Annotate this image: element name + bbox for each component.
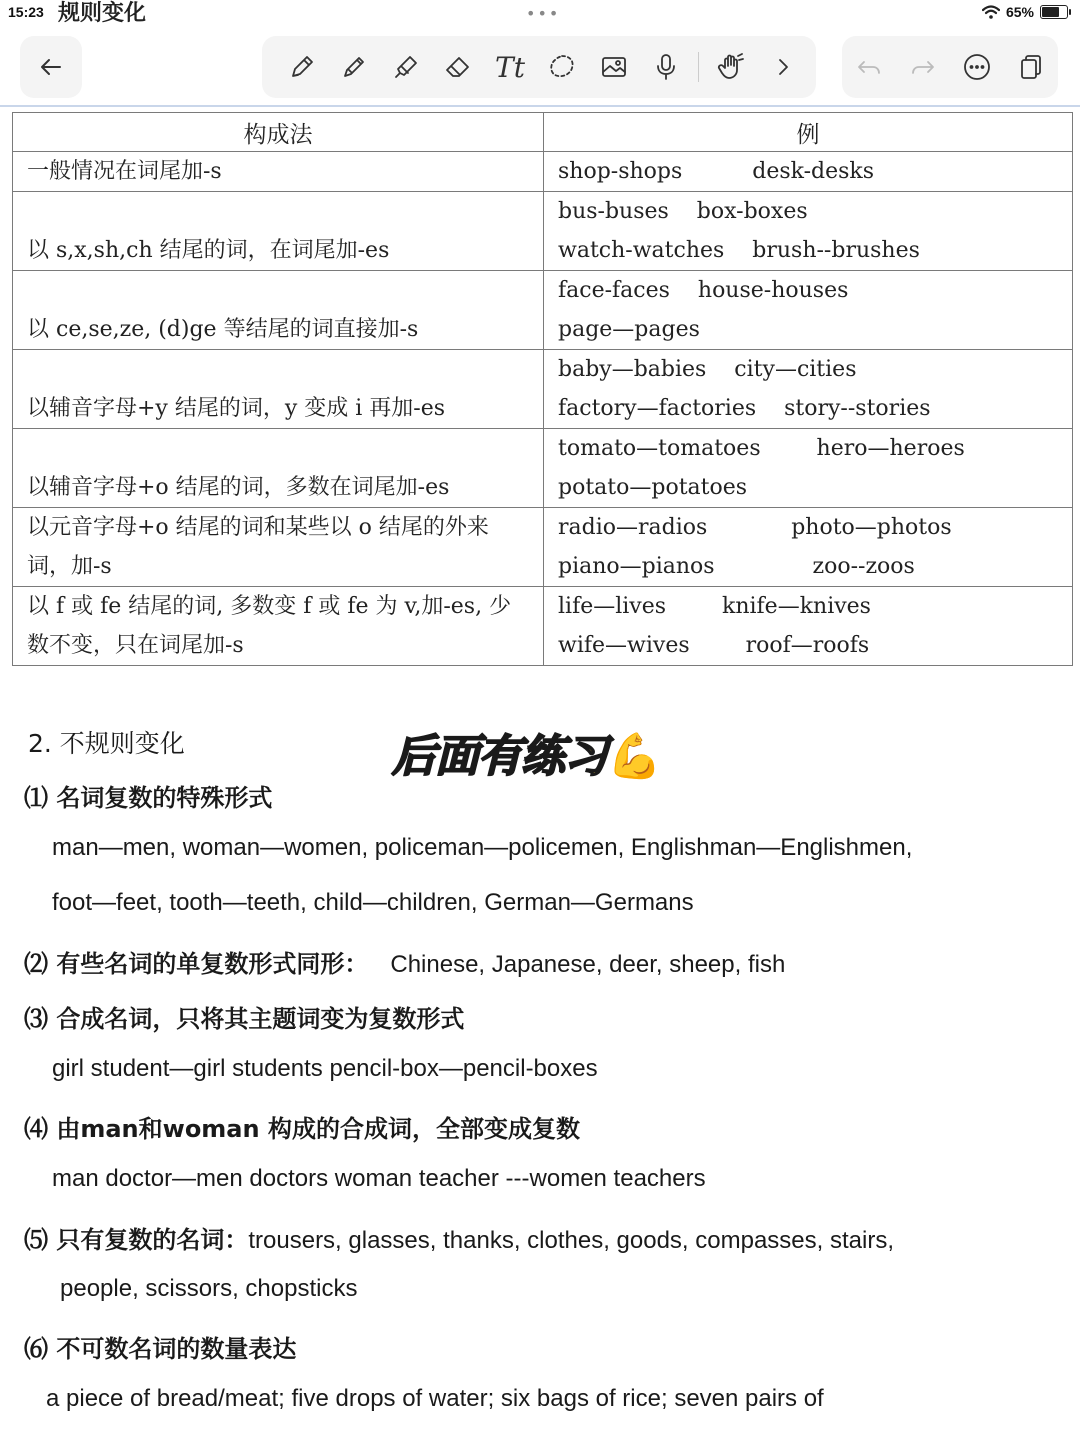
table-row <box>13 350 1073 429</box>
example-cell <box>544 350 1073 429</box>
heading-1-text: ⑴ 名词复数的特殊形式 <box>24 784 273 812</box>
example-text: face-faces house-houses <box>558 278 849 303</box>
eraser-tool-button[interactable] <box>438 47 478 87</box>
table-header-row <box>13 113 1073 152</box>
heading-4-text: ⑷ 由man和woman 构成的合成词，全部变成复数 <box>24 1115 580 1143</box>
text-tool-button[interactable] <box>490 47 530 87</box>
example-text: watch-watches brush--brushes <box>558 238 920 263</box>
table-row <box>13 508 1073 587</box>
heading-1-line-2: foot—feet, tooth—teeth, child—children, German—Germans <box>52 889 694 916</box>
image-icon <box>599 52 629 82</box>
battery-percent: 65% <box>1005 4 1034 20</box>
rule-text: 以辅音字母+y 结尾的词，y 变成 i 再加-es <box>27 396 446 421</box>
highlighter-icon <box>391 52 421 82</box>
muscle-emoji-icon: 💪 <box>607 731 661 782</box>
table-row <box>13 271 1073 350</box>
header-method: 构成法 <box>13 113 544 152</box>
back-button[interactable] <box>20 36 82 98</box>
example-text: bus-buses box-boxes <box>558 199 808 224</box>
section-title: 2. 不规则变化 <box>28 729 185 758</box>
undo-icon <box>854 52 884 82</box>
header-example: 例 <box>544 113 1073 152</box>
document-actions <box>842 36 1058 98</box>
redo-icon <box>908 52 938 82</box>
example-cell <box>544 508 1073 587</box>
practice-sticker <box>392 720 661 784</box>
heading-6 <box>24 1329 296 1364</box>
drawing-tools <box>262 36 816 98</box>
example-text: tomato—tomatoes hero—heroes <box>558 436 965 461</box>
heading-5-words: trousers, glasses, thanks, clothes, goods, compasses, stairs, <box>248 1227 894 1254</box>
rule-text: 以 s,x,sh,ch 结尾的词，在词尾加-es <box>27 238 390 263</box>
ellipsis-circle-icon <box>962 52 992 82</box>
example-text: life—lives knife—knives <box>558 594 871 619</box>
hand-tool-button[interactable] <box>711 47 751 87</box>
rule-cell <box>13 587 544 666</box>
heading-3-text: ⑶ 合成名词，只将其主题词变为复数形式 <box>24 1005 465 1033</box>
example-text: piano—pianos zoo--zoos <box>558 554 915 579</box>
lasso-tool-button[interactable] <box>542 47 582 87</box>
back-arrow-icon <box>36 52 66 82</box>
more-tools-button[interactable] <box>763 47 803 87</box>
table-row <box>13 587 1073 666</box>
rule-cell <box>13 429 544 508</box>
example-text: wife—wives roof—roofs <box>558 633 870 658</box>
rule-cell <box>13 271 544 350</box>
example-cell <box>544 152 1073 192</box>
example-text: shop-shops desk-desks <box>558 159 875 184</box>
toolbar <box>0 34 1080 106</box>
multitasking-dots-icon[interactable]: ••• <box>526 4 561 23</box>
example-text: factory—factories story--stories <box>558 396 931 421</box>
heading-1 <box>24 778 272 813</box>
heading-3-line-1: girl student—girl students pencil-box—pencil-boxes <box>52 1055 598 1082</box>
rule-cell <box>13 350 544 429</box>
pen-tool-button[interactable] <box>282 47 322 87</box>
redo-button[interactable] <box>903 47 943 87</box>
pen-icon <box>287 52 317 82</box>
table-row <box>13 192 1073 271</box>
more-options-button[interactable] <box>957 47 997 87</box>
toolbar-divider-line <box>0 105 1080 107</box>
highlighter-tool-button[interactable] <box>386 47 426 87</box>
heading-2 <box>24 944 785 979</box>
heading-5 <box>24 1220 894 1255</box>
hand-icon <box>716 52 746 82</box>
status-right <box>982 4 1068 20</box>
rule-text: 以 ce,se,ze, (d)ge 等结尾的词直接加-s <box>27 317 419 342</box>
heading-3 <box>24 999 464 1034</box>
rule-text: 以辅音字母+o 结尾的词，多数在词尾加-es <box>27 475 450 500</box>
image-tool-button[interactable] <box>594 47 634 87</box>
wifi-icon <box>982 5 1000 19</box>
example-text: radio—radios photo—photos <box>558 515 952 540</box>
example-cell <box>544 429 1073 508</box>
chevron-right-icon <box>768 52 798 82</box>
pages-button[interactable] <box>1011 47 1051 87</box>
example-cell <box>544 587 1073 666</box>
rule-cell <box>13 508 544 587</box>
rule-cell <box>13 152 544 192</box>
plural-rules-table <box>12 112 1073 666</box>
status-time: 15:23 <box>8 4 44 20</box>
battery-fill <box>1042 7 1059 17</box>
heading-1-line-1: man—men, woman—women, policeman—policemen, Englishman—Englishmen, <box>52 834 913 861</box>
table-row <box>13 429 1073 508</box>
example-cell <box>544 271 1073 350</box>
undo-button[interactable] <box>849 47 889 87</box>
rule-text: 一般情况在词尾加-s <box>27 159 222 184</box>
table-body <box>13 152 1073 666</box>
example-text: baby—babies city—cities <box>558 357 857 382</box>
rule-cell <box>13 192 544 271</box>
rule-text: 以元音字母+o 结尾的词和某些以 o 结尾的外来词，加-s <box>27 515 489 579</box>
toolbar-divider <box>698 52 699 82</box>
heading-5-text: ⑸ 只有复数的名词： <box>24 1226 249 1254</box>
battery-icon <box>1040 5 1068 19</box>
status-bar <box>0 0 1080 30</box>
heading-2-words: Chinese, Japanese, deer, sheep, fish <box>390 951 786 978</box>
microphone-icon <box>651 52 681 82</box>
microphone-tool-button[interactable] <box>646 47 686 87</box>
sticker-text: 后面有练习 <box>392 731 607 782</box>
pages-icon <box>1016 52 1046 82</box>
example-text: page—pages <box>558 317 700 342</box>
heading-2-text: ⑵ 有些名词的单复数形式同形： <box>24 950 369 978</box>
example-cell <box>544 192 1073 271</box>
heading-6-line-1: a piece of bread/meat; five drops of water; six bags of rice; seven pairs of <box>46 1385 824 1412</box>
document-title[interactable]: 规则变化 <box>58 1 147 26</box>
example-text: potato—potatoes <box>558 475 748 500</box>
rule-text: 以 f 或 fe 结尾的词, 多数变 f 或 fe 为 v,加-es, 少数不变，只在词尾加-s <box>27 594 512 658</box>
heading-6-text: ⑹ 不可数名词的数量表达 <box>24 1335 297 1363</box>
table-row <box>13 152 1073 192</box>
text-icon: Tt <box>495 50 525 84</box>
heading-5-line-2: people, scissors, chopsticks <box>60 1275 358 1302</box>
heading-4-line-1: man doctor—men doctors woman teacher ---women teachers <box>52 1165 706 1192</box>
eraser-icon <box>443 52 473 82</box>
lasso-icon <box>547 52 577 82</box>
pencil-tool-button[interactable] <box>334 47 374 87</box>
heading-4 <box>24 1109 580 1144</box>
pencil-icon <box>339 52 369 82</box>
